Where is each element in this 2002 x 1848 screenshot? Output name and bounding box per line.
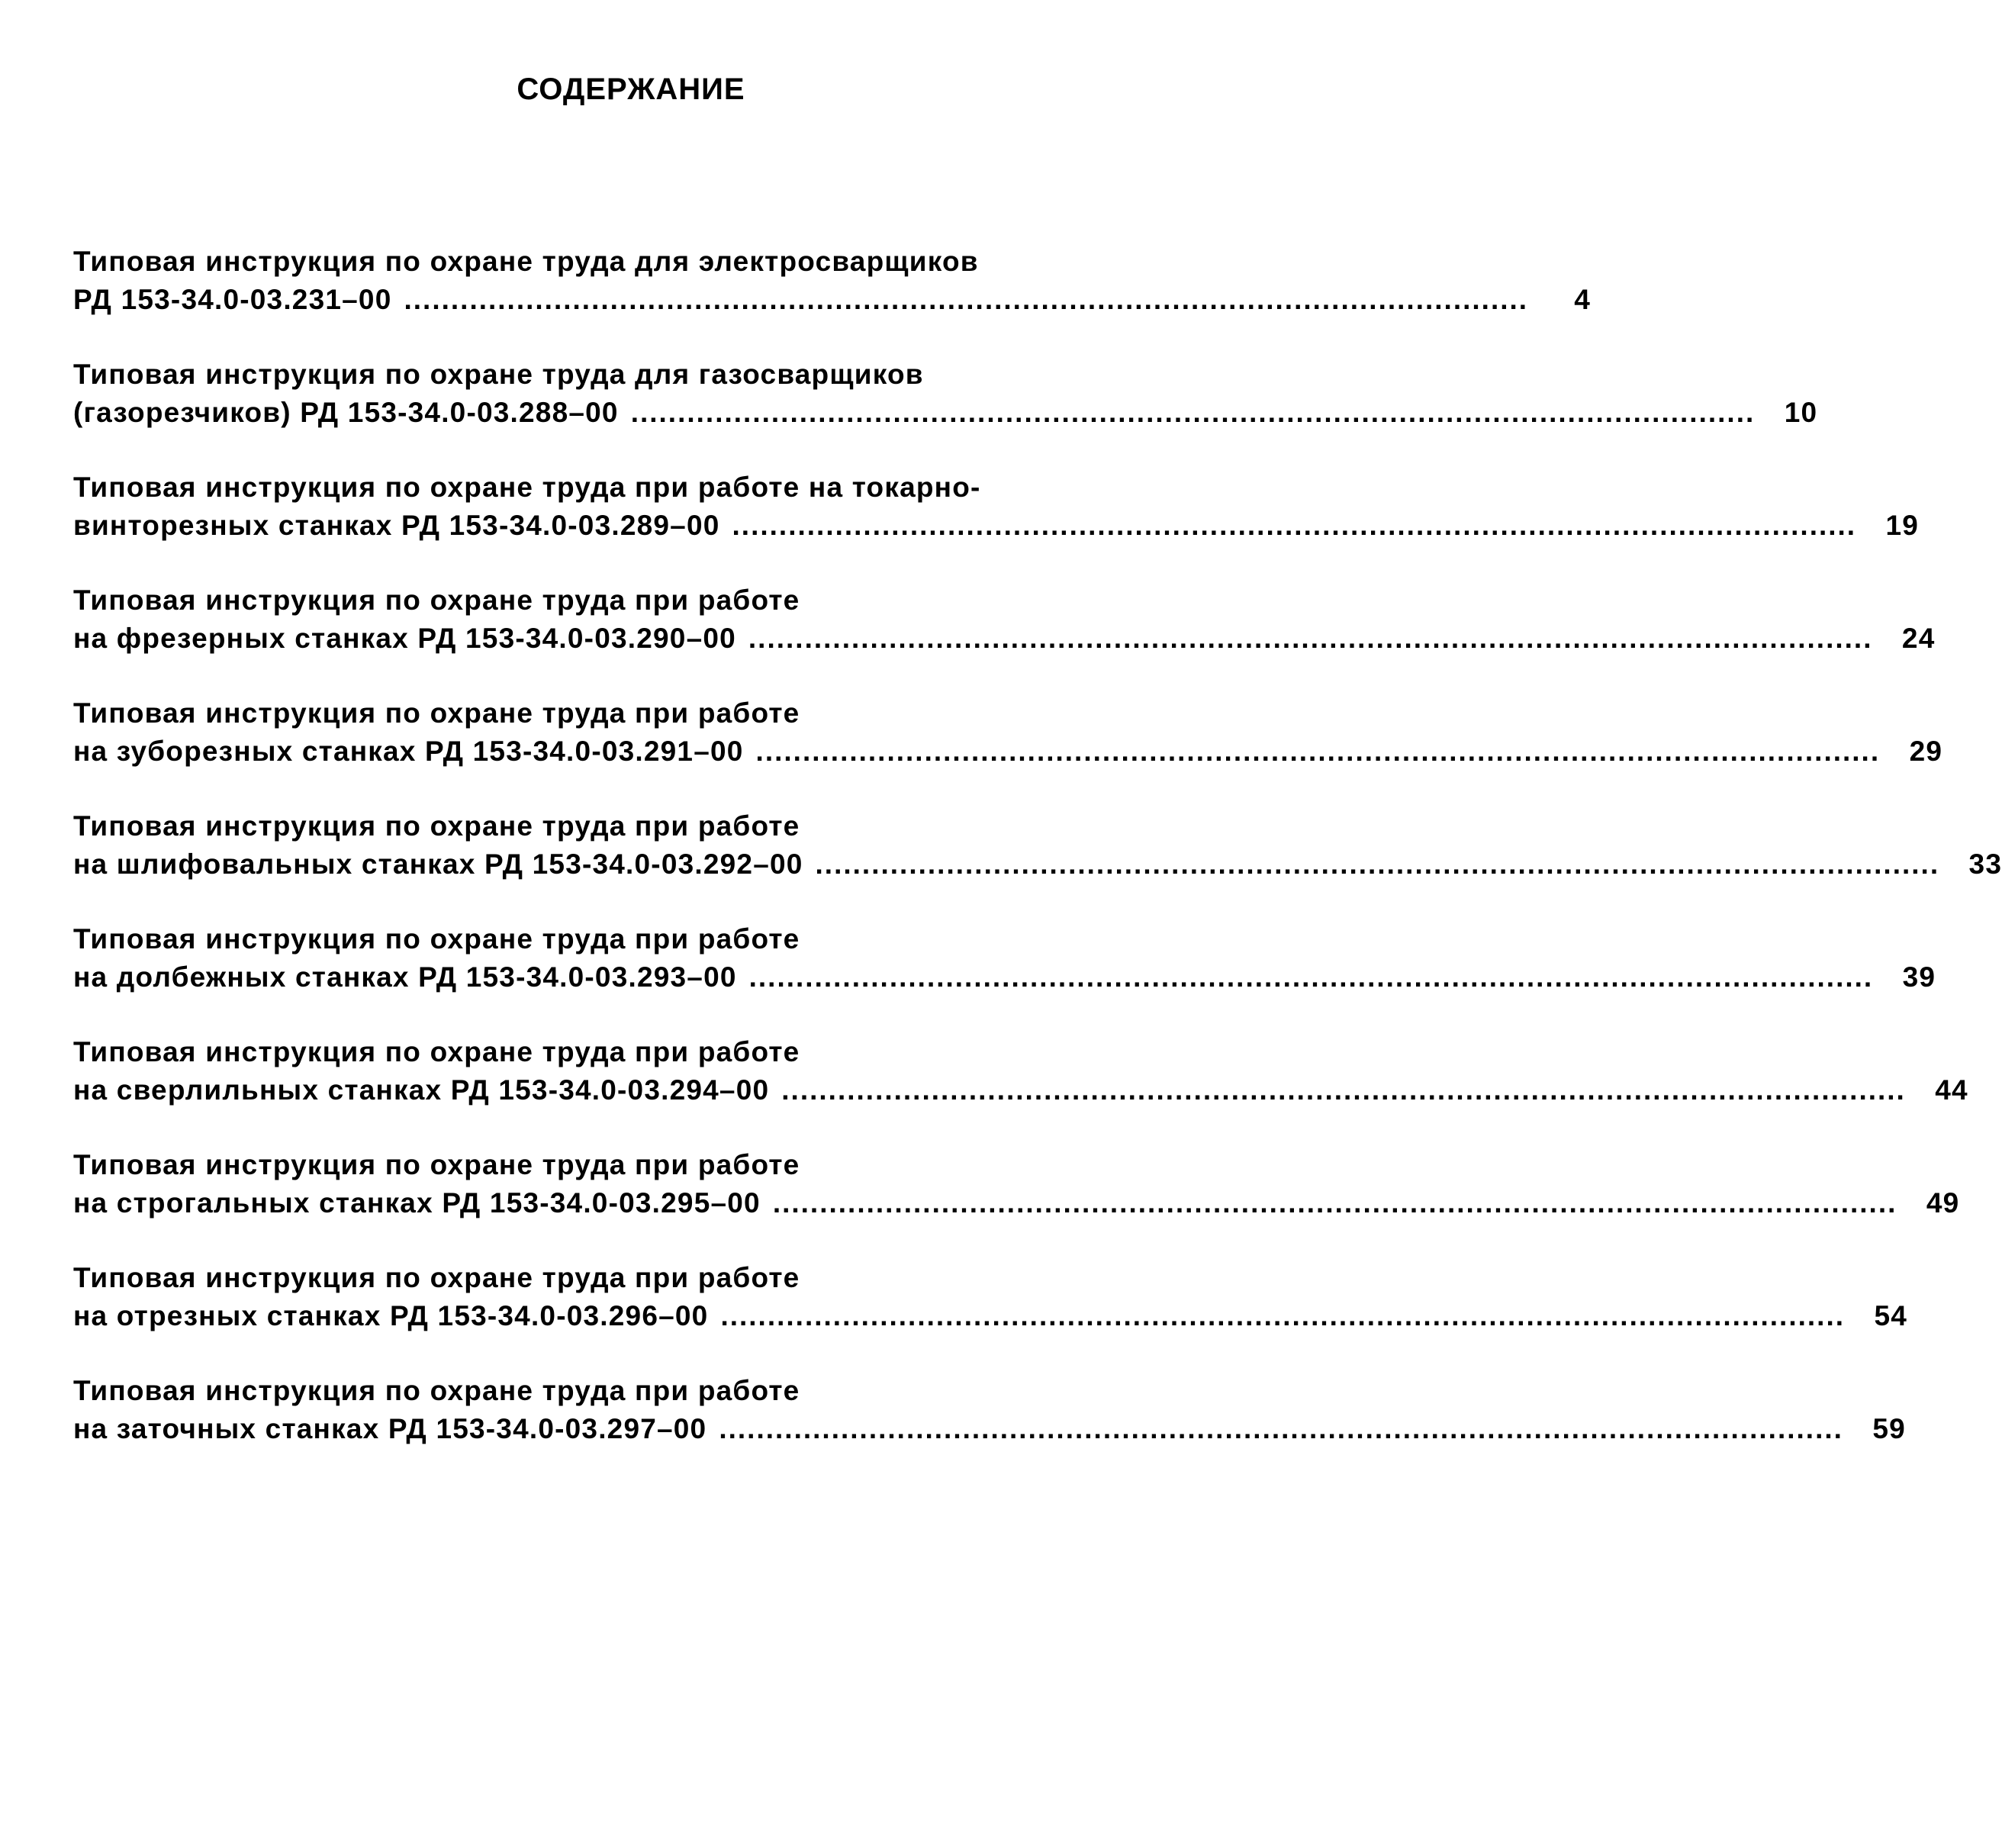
- entry-title-line: Типовая инструкция по охране труда при работе: [73, 923, 800, 955]
- dot-leader: ........................................................................................................................: [748, 961, 1874, 993]
- page-number: 39: [1902, 961, 1936, 993]
- page-number: 29: [1909, 736, 1943, 767]
- entry-doc-code: на сверлильных станках РД 153-34.0-03.294–00: [73, 1074, 770, 1106]
- dot-leader: ........................................................................................................................: [719, 1413, 1843, 1444]
- entry-title-line: Типовая инструкция по охране труда для газосварщиков: [73, 359, 924, 390]
- entry-doc-code: (газорезчиков) РД 153-34.0-03.288–00: [73, 397, 619, 428]
- toc-entry[interactable]: [73, 1033, 1968, 1146]
- entry-title-line: Типовая инструкция по охране труда при работе: [73, 1262, 800, 1293]
- toc-entry[interactable]: [73, 468, 1920, 581]
- dot-leader: ........................................................................................................................: [772, 1187, 1897, 1219]
- toc-entry[interactable]: [73, 694, 1943, 807]
- entry-doc-code: на заточных станках РД 153-34.0-03.297–00: [73, 1413, 707, 1444]
- entry-doc-code: на шлифовальных станках РД 153-34.0-03.292–00: [73, 848, 803, 880]
- dot-leader: ........................................................................................................................: [748, 623, 1873, 654]
- entry-title-line: Типовая инструкция по охране труда при работе: [73, 1036, 800, 1067]
- entry-doc-code: на фрезерных станках РД 153-34.0-03.290–00: [73, 623, 736, 654]
- entry-doc-code: на долбежных станках РД 153-34.0-03.293–00: [73, 961, 737, 993]
- toc-entry[interactable]: [73, 807, 2002, 920]
- page-number: 24: [1901, 623, 1936, 654]
- page-number: 54: [1874, 1300, 1908, 1331]
- page-number: 49: [1926, 1187, 1960, 1219]
- toc-entry[interactable]: [73, 1259, 1908, 1372]
- toc-entry[interactable]: [73, 581, 1936, 694]
- entry-doc-code: на отрезных станках РД 153-34.0-03.296–00: [73, 1300, 709, 1331]
- entry-title-line: Типовая инструкция по охране труда для электросварщиков: [73, 246, 979, 277]
- dot-leader: ........................................................................................................................: [755, 736, 1881, 767]
- dot-leader: ........................................................................................................................: [404, 284, 1529, 315]
- entry-doc-code: РД 153-34.0-03.231–00: [73, 284, 392, 315]
- page-number: 44: [1935, 1074, 1968, 1106]
- dot-leader: ........................................................................................................................: [630, 397, 1756, 428]
- dot-leader: ........................................................................................................................: [720, 1300, 1846, 1331]
- entry-title-line: Типовая инструкция по охране труда при работе: [73, 1375, 800, 1406]
- entry-doc-code: винторезных станках РД 153-34.0-03.289–00: [73, 510, 720, 541]
- table-of-contents: [73, 243, 2002, 1485]
- toc-entry[interactable]: [73, 1372, 1906, 1485]
- toc-entry[interactable]: [73, 920, 1936, 1033]
- entry-title-line: Типовая инструкция по охране труда при работе: [73, 584, 800, 616]
- dot-leader: ........................................................................................................................: [781, 1074, 1906, 1106]
- toc-entry[interactable]: [73, 243, 1592, 356]
- entry-title-line: Типовая инструкция по охране труда при работе: [73, 810, 800, 842]
- dot-leader: ........................................................................................................................: [815, 848, 1940, 880]
- page-number: 33: [1968, 848, 2002, 880]
- entry-doc-code: на строгальных станках РД 153-34.0-03.295–00: [73, 1187, 761, 1219]
- page-number: 59: [1872, 1413, 1906, 1444]
- entry-title-line: Типовая инструкция по охране труда при работе: [73, 1149, 800, 1180]
- page-number: 19: [1885, 510, 1920, 541]
- dot-leader: ........................................................................................................................: [732, 510, 1857, 541]
- toc-entry[interactable]: [73, 356, 1818, 468]
- page-number: 10: [1784, 397, 1818, 428]
- page-title: СОДЕРЖАНИЕ: [517, 72, 745, 106]
- page-number: 4: [1574, 284, 1592, 315]
- entry-title-line: Типовая инструкция по охране труда при работе на токарно-: [73, 472, 981, 503]
- toc-entry[interactable]: [73, 1146, 1960, 1259]
- entry-title-line: Типовая инструкция по охране труда при работе: [73, 697, 800, 729]
- entry-doc-code: на зуборезных станках РД 153-34.0-03.291–00: [73, 736, 744, 767]
